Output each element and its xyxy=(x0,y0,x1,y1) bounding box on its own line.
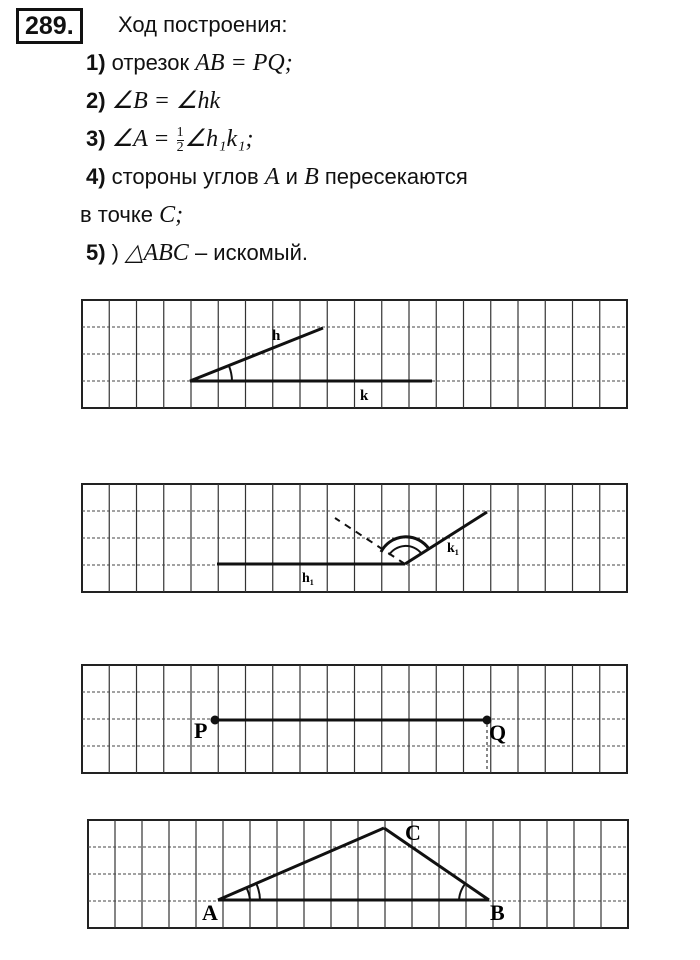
step-var: B xyxy=(304,164,319,190)
step-number: 3) xyxy=(86,126,106,151)
step-number: 5) xyxy=(86,240,106,265)
label-k1: k₁ xyxy=(447,541,459,556)
step-number: 1) xyxy=(86,50,106,75)
step-number: 4) xyxy=(86,164,106,189)
label-a: A xyxy=(202,900,218,925)
angle-arc xyxy=(229,366,232,381)
grid-figure-2 xyxy=(82,484,627,592)
fraction-numerator: 1 xyxy=(176,124,184,140)
angle-b-arc xyxy=(459,884,465,900)
figure-4-triangle-abc xyxy=(218,828,489,900)
step-number: 2) xyxy=(86,88,106,113)
label-q: Q xyxy=(489,720,507,745)
point-p xyxy=(211,716,219,724)
step-var: C; xyxy=(159,202,184,228)
step-text: стороны углов xyxy=(111,164,259,189)
angle-a-arc-2 xyxy=(256,883,260,900)
step-text: ) xyxy=(111,240,119,265)
grid-figure-1 xyxy=(82,300,627,408)
step-text: – искомый. xyxy=(194,240,309,265)
figure-1-angle-hk xyxy=(190,328,432,381)
step-text: в точке xyxy=(80,202,153,227)
fraction-denominator: 2 xyxy=(176,139,184,155)
step-text: отрезок xyxy=(111,50,190,75)
label-c: C xyxy=(405,820,421,845)
figure-3-segment-pq xyxy=(211,716,491,770)
grid-figure-4 xyxy=(88,820,628,928)
angle-arc-outer xyxy=(381,537,429,552)
step-text: пересекаются xyxy=(324,164,468,189)
step-math: ∠B = ∠hk xyxy=(111,88,221,114)
label-b: B xyxy=(490,900,505,925)
label-p: P xyxy=(194,718,208,743)
bisector-dashed xyxy=(335,518,405,564)
heading: Ход построения: xyxy=(118,12,288,37)
step-math: ∠h₁k₁; xyxy=(184,126,254,152)
side-ac xyxy=(218,828,384,900)
problem-number: 289. xyxy=(16,8,83,44)
label-h1: h₁ xyxy=(302,571,314,586)
step-math: ∠A = xyxy=(111,126,170,152)
label-h: h xyxy=(272,328,281,344)
step-text: и xyxy=(285,164,298,189)
step-math: △ABC xyxy=(125,240,189,266)
step-math: AB = PQ; xyxy=(195,50,293,76)
label-k: k xyxy=(360,388,369,404)
side-bc xyxy=(384,828,489,900)
angle-arc-inner xyxy=(389,546,421,555)
step-var: A xyxy=(264,164,280,190)
